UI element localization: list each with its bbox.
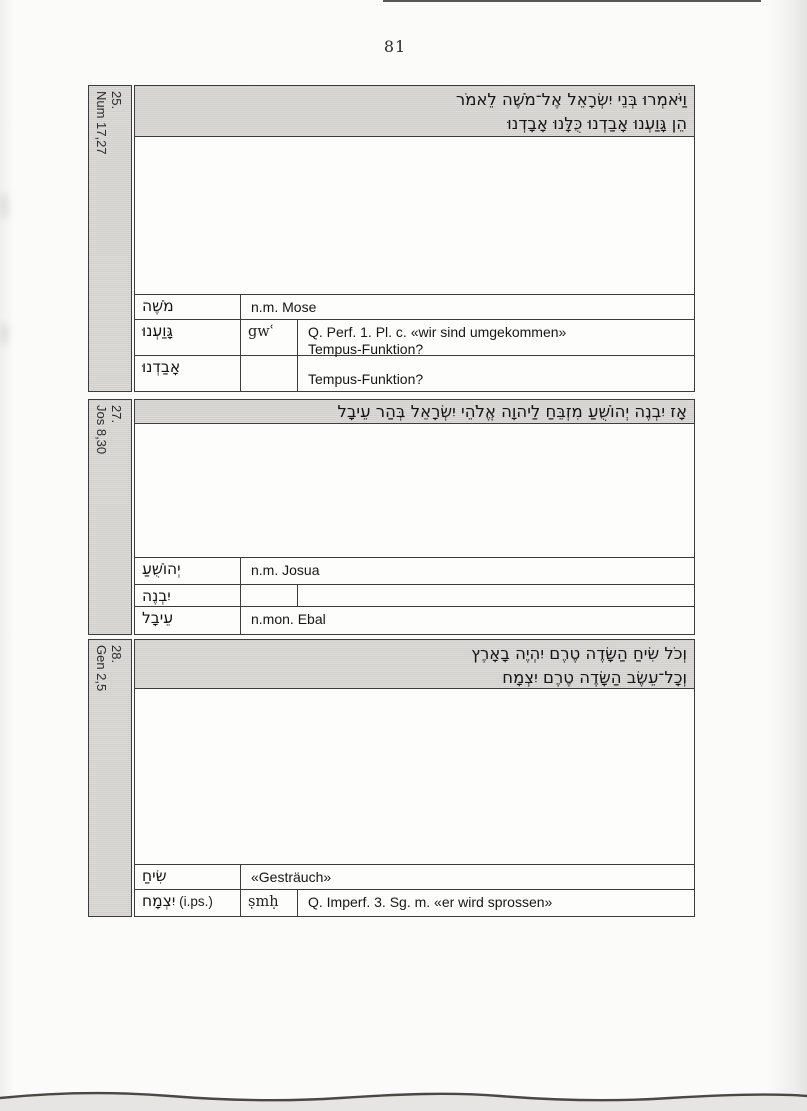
scan-smudge (0, 322, 8, 346)
page-bottom-edge (0, 1088, 807, 1111)
exercise-section-28 (88, 639, 695, 917)
exercise-section-25 (88, 85, 695, 392)
exercise-section-27 (88, 399, 695, 635)
hebrew-word: עֵיבָל (135, 607, 241, 634)
scanner-bed (0, 1093, 807, 1111)
vocab-row (135, 890, 694, 916)
section-reference: Gen 2,5 (94, 645, 109, 692)
hebrew-word: יְהוֹשֻׁעַ (135, 558, 241, 584)
section-number: 28. (109, 645, 124, 664)
section-number: 27. (109, 405, 124, 424)
hebrew-word: מֹשֶׁה (135, 295, 241, 319)
page-shadow-left (0, 0, 14, 1111)
section-number: 25. (109, 91, 124, 110)
page-number: 81 (383, 37, 407, 56)
gloss (298, 356, 694, 391)
vocab-row (135, 607, 694, 634)
gloss-line-2: Tempus-Funktion? (308, 341, 424, 357)
vocab-row (135, 356, 694, 391)
hebrew-word: גָּוַעְנוּ (135, 320, 241, 355)
verse-line-1: וְכֹל שִׂיחַ הַשָּׂדֶה טֶרֶם יִהְיֶה בָאָרֶץ (471, 644, 687, 663)
vocab-row (135, 320, 694, 356)
answer-space (135, 424, 694, 558)
section-reference: Jos 8,30 (94, 405, 109, 455)
gloss: n.mon. Ebal (251, 611, 326, 627)
section-side-label (88, 399, 132, 635)
scan-smudge (0, 192, 8, 220)
section-reference: Num 17,27 (94, 91, 109, 155)
vocab-row (135, 865, 694, 890)
section-body (134, 399, 695, 635)
gloss-empty (298, 585, 694, 606)
verse-line-1: וַיֹּאמְרוּ בְּנֵי יִשְׂרָאֵל אֶל־מֹשֶׁה לֵאמֹר (455, 90, 687, 109)
section-side-label (88, 85, 132, 392)
verse-header (135, 400, 694, 424)
hebrew-word (135, 890, 241, 916)
verse-line-2: הֵן גָּוַעְנוּ אָבַדְנוּ כֻּלָּנוּ אָבָדְנוּ (507, 114, 687, 133)
gloss-line-1: Q. Perf. 1. Pl. c. «wir sind umgekommen» (308, 324, 567, 340)
hebrew-word: שִׂיחַ (135, 865, 241, 889)
vocab-row (135, 295, 694, 320)
vocab-row (135, 585, 694, 607)
hebrew-word-annotation: (i.ps.) (175, 894, 213, 909)
hebrew-word: אָבַדְנוּ (135, 356, 241, 391)
transliteration-empty (241, 585, 298, 606)
hebrew-word-text: יִצְמָח (142, 892, 176, 910)
scan-artifact-top-edge (383, 0, 761, 2)
gloss-line: Tempus-Funktion? (308, 371, 424, 387)
page-shadow-right (767, 0, 807, 1111)
transliteration: ṣmḥ (241, 890, 298, 916)
verse-header (135, 86, 694, 137)
hebrew-word: יִבְנֶה (135, 585, 241, 606)
gloss (298, 320, 694, 355)
transliteration: gwʿ (241, 320, 298, 355)
answer-space (135, 689, 694, 865)
section-side-label (88, 639, 132, 917)
transliteration-empty (241, 356, 298, 391)
verse-line-1: אָז יִבְנֶה יְהוֹשֻׁעַ מִזְבֵּחַ לַיהוָה אֱלֹהֵי יִשְׂרָאֵל בְּהַר עֵיבָל (337, 402, 687, 421)
gloss: n.m. Mose (251, 299, 317, 315)
verse-header (135, 640, 694, 689)
gloss: n.m. Josua (251, 562, 320, 578)
section-body (134, 85, 695, 392)
vocab-row (135, 558, 694, 585)
verse-line-2: וְכָל־עֵשֶׂב הַשָּׂדֶה טֶרֶם יִצְמָח (502, 668, 687, 687)
section-body (134, 639, 695, 917)
answer-space (135, 137, 694, 295)
gloss: Q. Imperf. 3. Sg. m. «er wird sprossen» (308, 894, 553, 910)
gloss: «Gesträuch» (251, 869, 332, 885)
